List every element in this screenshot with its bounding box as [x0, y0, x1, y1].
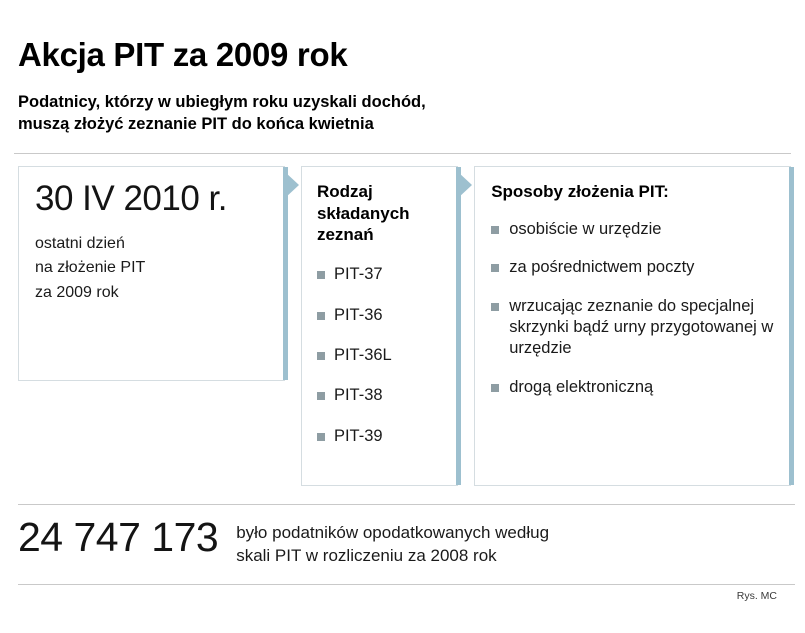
list-item	[317, 385, 443, 406]
list-item-label: PIT-39	[333, 426, 383, 445]
list-item	[491, 219, 776, 240]
page-subtitle	[14, 74, 718, 136]
list-item	[491, 257, 776, 278]
card-declaration-types	[301, 166, 458, 486]
list-item	[317, 264, 443, 285]
accent-bar-1	[283, 167, 288, 380]
credit-label: Rys. MC	[736, 589, 777, 602]
submission-methods-heading: Sposoby złożenia PIT:	[491, 181, 669, 201]
arrow-right-icon-2	[458, 172, 474, 198]
subtitle-line-2: muszą złożyć zeznanie PIT do końca kwietnia	[18, 114, 374, 133]
card-submission-methods	[474, 166, 791, 486]
footer-statistic	[14, 505, 791, 568]
arrow-right-icon-1	[285, 172, 301, 198]
list-item	[317, 305, 443, 326]
square-bullet-icon	[317, 312, 325, 320]
subtitle-line-1: Podatnicy, którzy w ubiegłym roku uzyskali dochód,	[18, 93, 426, 111]
list-item	[317, 426, 443, 447]
deadline-line-2: na złożenie PIT	[35, 259, 146, 277]
list-item-label: za pośrednictwem poczty	[509, 258, 695, 277]
list-item-label: PIT-36	[333, 305, 383, 324]
square-bullet-icon	[317, 271, 325, 279]
list-item-label: drogą elektroniczną	[509, 377, 654, 396]
footer-text-line-2: skali PIT w rozliczeniu za 2008 rok	[236, 545, 497, 565]
deadline-description	[35, 232, 268, 306]
deadline-date: 30 IV 2010 r.	[35, 178, 227, 218]
deadline-line-3: za 2009 rok	[35, 284, 119, 302]
page-title: Akcja PIT za 2009 rok	[18, 36, 348, 73]
list-item-label: PIT-36L	[333, 346, 392, 364]
accent-bar-2	[456, 167, 461, 485]
list-item	[491, 377, 776, 398]
card-deadline	[18, 166, 285, 381]
square-bullet-icon	[317, 352, 325, 360]
deadline-line-1: ostatni dzień	[35, 234, 125, 252]
declaration-heading-line-1: Rodzaj	[316, 181, 373, 201]
submission-methods-list	[491, 219, 776, 399]
list-item	[491, 296, 776, 360]
declaration-types-heading	[317, 181, 443, 246]
list-item-label: wrzucając zeznanie do specjalnej skrzynki bądź urny przygotowanej w urzędzie	[509, 296, 774, 358]
list-item-label: PIT-38	[333, 386, 383, 405]
square-bullet-icon	[491, 303, 499, 311]
declaration-types-list	[317, 264, 443, 447]
footer-number: 24 747 173	[18, 513, 219, 560]
divider-top	[14, 153, 791, 154]
square-bullet-icon	[491, 384, 499, 392]
list-item-label: PIT-37	[333, 265, 383, 284]
columns-container	[14, 166, 791, 486]
footer-text-line-1: było podatników opodatkowanych według	[236, 522, 550, 542]
accent-bar-3	[789, 167, 794, 485]
list-item-label: osobiście w urzędzie	[509, 219, 662, 238]
list-item	[317, 345, 443, 366]
square-bullet-icon	[491, 226, 499, 234]
footer-description	[236, 517, 549, 568]
square-bullet-icon	[317, 392, 325, 400]
square-bullet-icon	[491, 264, 499, 272]
declaration-heading-line-2: składanych	[316, 203, 410, 223]
square-bullet-icon	[317, 433, 325, 441]
declaration-heading-line-3: zeznań	[316, 225, 374, 245]
